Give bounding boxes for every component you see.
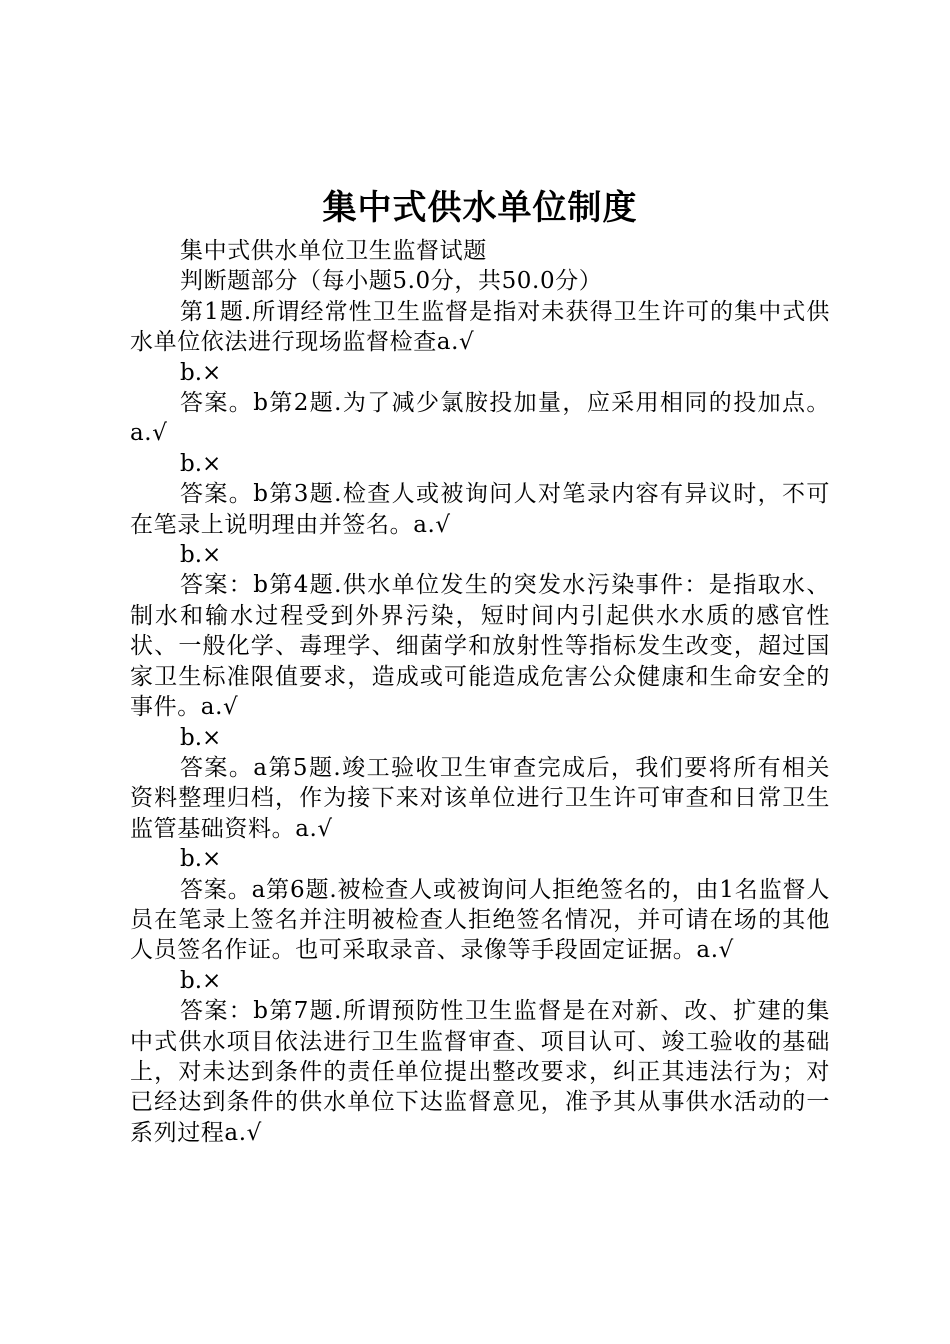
question-3-option-b: b.×	[180, 542, 222, 569]
question-5-text: 答案。a第5题.竣工验收卫生审查完成后，我们要将所有相关资料整理归档，作为接下来对该单位进行卫生许可审查和日常卫生监管基础资料。a.√	[130, 754, 830, 842]
question-6-option-b: b.×	[180, 967, 222, 994]
question-2-text: 答案。b第2题.为了减少氯胺投加量，应采用相同的投加点。a.√	[130, 390, 830, 447]
question-4-text: 答案：b第4题.供水单位发生的突发水污染事件：是指取水、制水和输水过程受到外界污染，短时间内引起供水水质的感官性状、一般化学、毒理学、细菌学和放射性等指标发生改变，超过国家卫生标准限值要求，造成或可能造成危害公众健康和生命安全的事件。a.√	[130, 572, 830, 721]
question-3-text: 答案。b第3题.检查人或被询问人对笔录内容有异议时，不可在笔录上说明理由并签名。a.√	[130, 481, 830, 538]
question-2-option-b: b.×	[180, 450, 222, 477]
question-1-option-b: b.×	[180, 359, 222, 386]
document-title: 集中式供水单位制度	[322, 188, 638, 228]
question-4-option-b: b.×	[180, 724, 222, 751]
section-heading: 判断题部分（每小题5.0分，共50.0分）	[180, 268, 603, 295]
question-6-text: 答案。a第6题.被检查人或被询问人拒绝签名的，由1名监督人员在笔录上签名并注明被检查人拒绝签名情况，并可请在场的其他人员签名作证。也可采取录音、录像等手段固定证据。a.√	[130, 876, 830, 964]
question-1-text: 第1题.所谓经常性卫生监督是指对未获得卫生许可的集中式供水单位依法进行现场监督检查a.√	[130, 298, 830, 356]
document-page	[130, 182, 830, 1148]
document-subtitle: 集中式供水单位卫生监督试题	[180, 238, 487, 264]
question-7-text: 答案：b第7题.所谓预防性卫生监督是在对新、改、扩建的集中式供水项目依法进行卫生监督审查、项目认可、竣工验收的基础上，对未达到条件的责任单位提出整改要求，纠正其违法行为；对已经达到条件的供水单位下达监督意见，准予其从事供水活动的一系列过程a.√	[130, 998, 830, 1146]
question-5-option-b: b.×	[180, 846, 222, 873]
